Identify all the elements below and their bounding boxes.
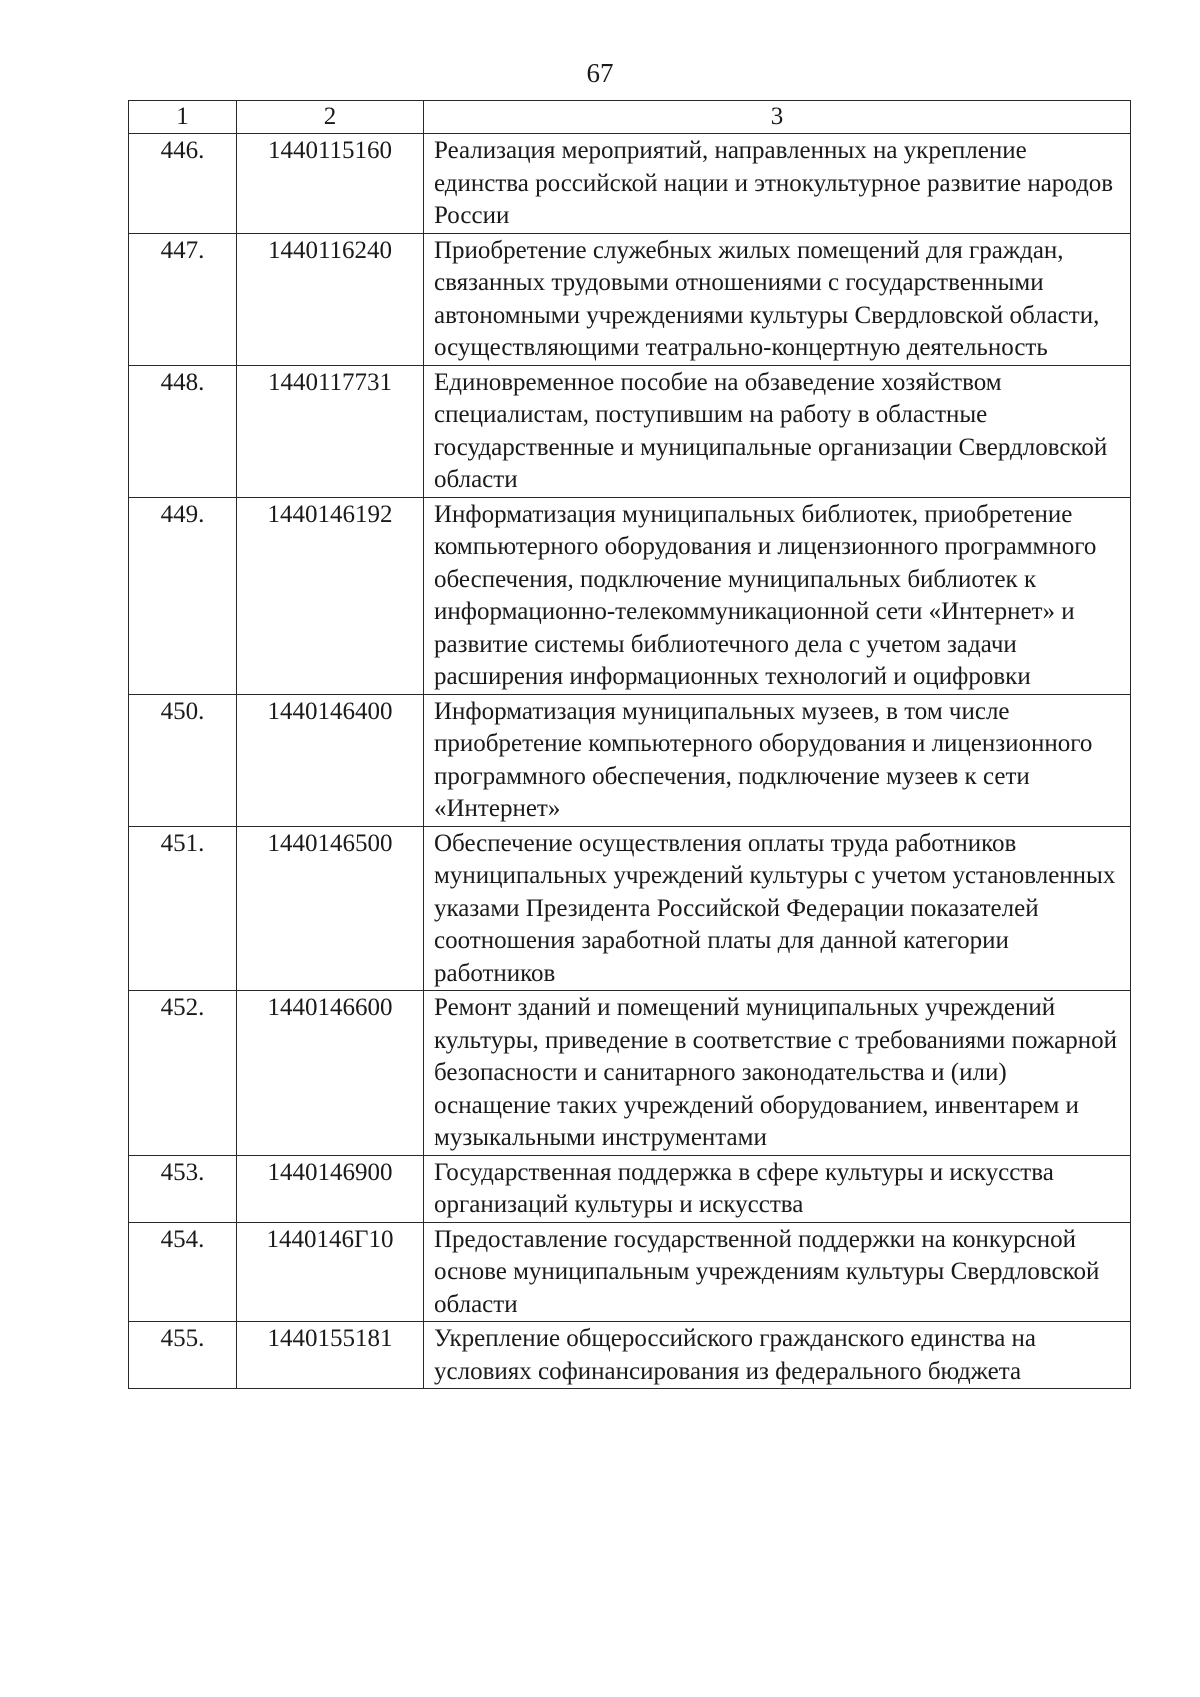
row-code: 1440117731 — [237, 365, 424, 497]
table-row — [129, 1155, 1131, 1222]
row-code: 1440146192 — [237, 497, 424, 694]
table-row — [129, 1222, 1131, 1322]
row-code: 1440155181 — [237, 1322, 424, 1389]
table-header-row — [129, 101, 1131, 134]
row-description: Информатизация муниципальных музеев, в том числе приобретение компьютерного оборудования и лицензионного программного обеспечения, подключение музеев к сети «Интернет» — [424, 694, 1131, 826]
row-code: 1440146900 — [237, 1155, 424, 1222]
row-number: 451. — [129, 826, 237, 991]
row-description: Предоставление государственной поддержки на конкурсной основе муниципальным учреждениям культуры Свердловской области — [424, 1222, 1131, 1322]
row-description: Государственная поддержка в сфере культуры и искусства организаций культуры и искусства — [424, 1155, 1131, 1222]
table-row — [129, 1322, 1131, 1389]
row-number: 450. — [129, 694, 237, 826]
row-code: 1440146400 — [237, 694, 424, 826]
row-code: 1440115160 — [237, 134, 424, 234]
column-header-code: 2 — [237, 101, 424, 134]
row-description: Ремонт зданий и помещений муниципальных учреждений культуры, приведение в соответствие с требованиями пожарной безопасности и санитарного законодательства и (или) оснащение таких учреждений оборудованием, инвентарем и музыкальными инструментами — [424, 991, 1131, 1156]
row-number: 448. — [129, 365, 237, 497]
row-code: 1440146Г10 — [237, 1222, 424, 1322]
row-code: 1440116240 — [237, 233, 424, 365]
table-row — [129, 365, 1131, 497]
page-number: 67 — [586, 58, 614, 88]
row-description: Информатизация муниципальных библиотек, приобретение компьютерного оборудования и лицензионного программного обеспечения, подключение муниципальных библиотек к информационно-телекоммуникационной сети «Интернет» и развитие системы библиотечного дела с учетом задачи расширения информационных технологий и оцифровки — [424, 497, 1131, 694]
row-description: Обеспечение осуществления оплаты труда работников муниципальных учреждений культуры с учетом установленных указами Президента Российской Федерации показателей соотношения заработной платы для данной категории работников — [424, 826, 1131, 991]
table-row — [129, 134, 1131, 234]
column-header-number: 1 — [129, 101, 237, 134]
document-table — [128, 100, 1131, 1389]
row-number: 453. — [129, 1155, 237, 1222]
table-row — [129, 991, 1131, 1156]
column-header-description: 3 — [424, 101, 1131, 134]
row-number: 454. — [129, 1222, 237, 1322]
row-description: Реализация мероприятий, направленных на укрепление единства российской нации и этнокультурное развитие народов России — [424, 134, 1131, 234]
row-number: 452. — [129, 991, 237, 1156]
row-number: 446. — [129, 134, 237, 234]
row-description: Единовременное пособие на обзаведение хозяйством специалистам, поступившим на работу в областные государственные и муниципальные организации Свердловской области — [424, 365, 1131, 497]
row-description: Приобретение служебных жилых помещений для граждан, связанных трудовыми отношениями с государственными автономными учреждениями культуры Свердловской области, осуществляющими театрально-концертную деятельность — [424, 233, 1131, 365]
row-code: 1440146600 — [237, 991, 424, 1156]
row-code: 1440146500 — [237, 826, 424, 991]
row-number: 455. — [129, 1322, 237, 1389]
row-number: 447. — [129, 233, 237, 365]
row-description: Укрепление общероссийского гражданского единства на условиях софинансирования из федерального бюджета — [424, 1322, 1131, 1389]
table-row — [129, 826, 1131, 991]
table-row — [129, 497, 1131, 694]
table-row — [129, 233, 1131, 365]
table-row — [129, 694, 1131, 826]
row-number: 449. — [129, 497, 237, 694]
